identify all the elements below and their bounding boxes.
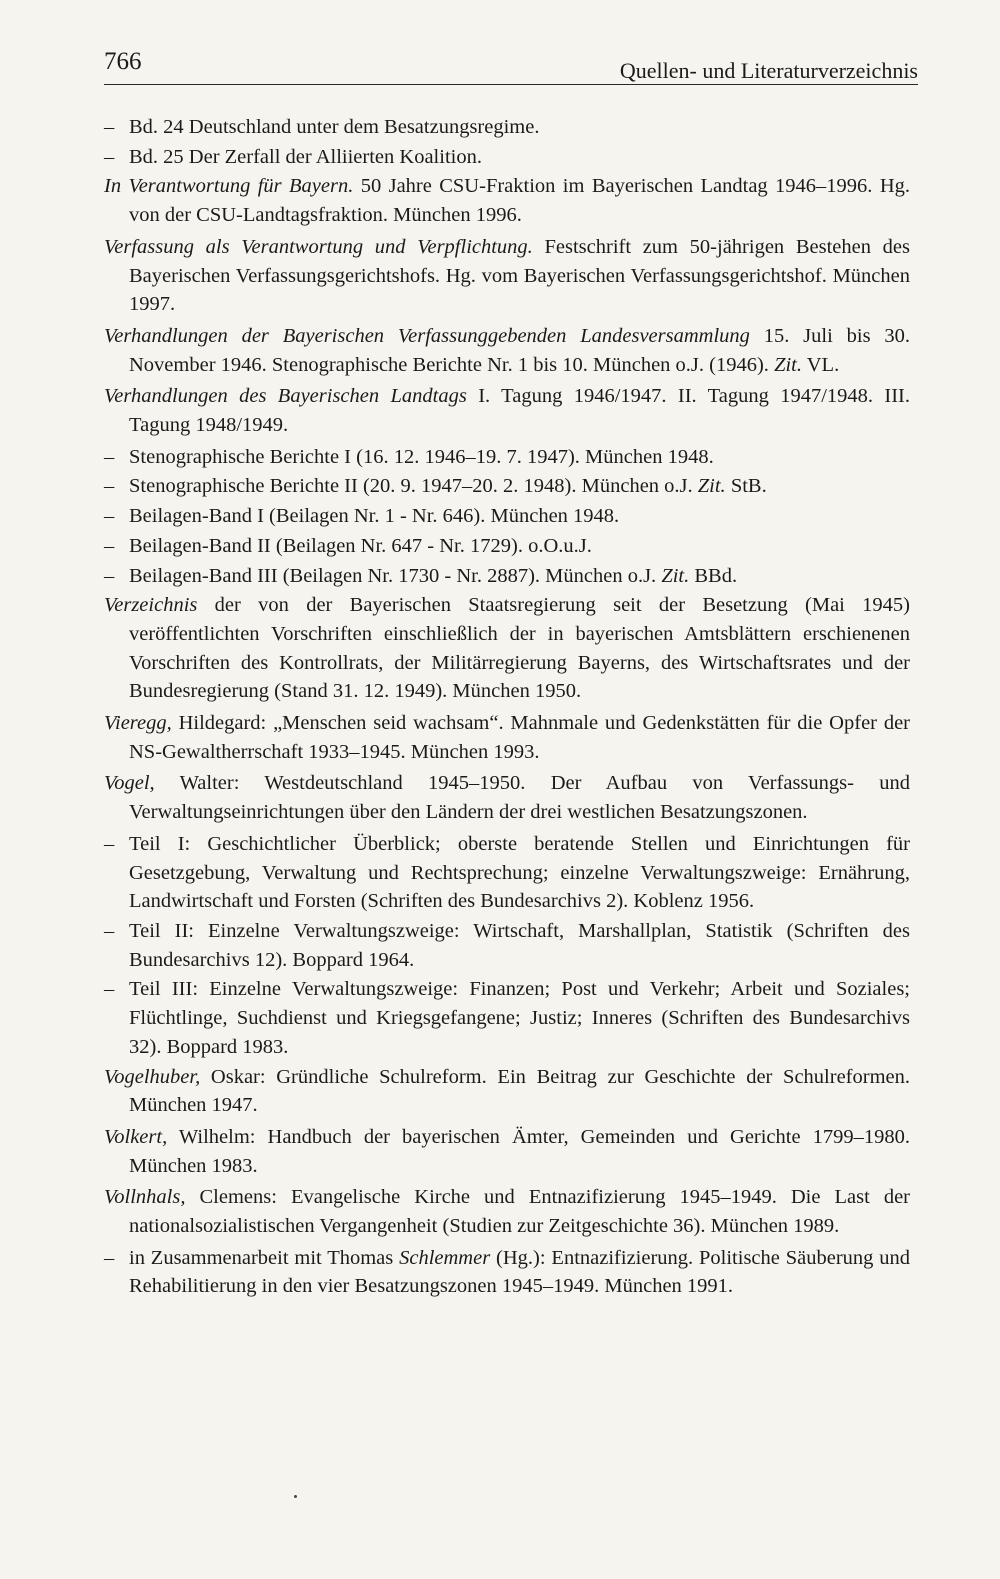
dash-marker: –: [104, 505, 115, 528]
bibliography-entry: Volkert, Wilhelm: Handbuch der bayerischen Ämter, Gemeinden und Gerichte 1799–1980. München 1983.: [104, 1125, 910, 1177]
entry-title: In Verantwortung für Bayern.: [104, 175, 354, 198]
bibliography-subentry: – Stenographische Berichte II (20. 9. 1947–20. 2. 1948). München o.J. Zit. StB.: [104, 472, 910, 501]
entry-title: Verhandlungen des Bayerischen Landtags: [104, 385, 467, 408]
bibliography-subentry: – Beilagen-Band II (Beilagen Nr. 647 - Nr. 1729). o.O.u.J.: [104, 532, 910, 561]
bibliography-subentry: – Stenographische Berichte I (16. 12. 1946–19. 7. 1947). München 1948.: [104, 443, 910, 472]
page-number: 766: [104, 48, 142, 75]
entry-author: Schlemmer: [399, 1246, 491, 1269]
bibliography-list: [104, 113, 910, 1302]
entry-title: Verzeichnis: [104, 594, 198, 617]
bibliography-subentry: – in Zusammenarbeit mit Thomas Schlemmer (Hg.): Entnazifizierung. Politische Säuberung und Rehabilitierung in den vier Besatzungszonen 1945–1949. München 1991.: [104, 1244, 910, 1301]
dash-marker: –: [104, 475, 115, 498]
bibliography-entry: Vollnhals, Clemens: Evangelische Kirche und Entnazifizierung 1945–1949. Die Last der nationalsozialistischen Vergangenheit (Studien zur Zeitgeschichte 36). München 1989.: [104, 1186, 910, 1238]
dash-marker: –: [104, 116, 115, 138]
bibliography-entry: Verzeichnis der von der Bayerischen Staatsregierung seit der Besetzung (Mai 1945) veröffentlichten Vorschriften einschließlich der in bayerischen Amtsblättern erschienenen Vorschriften des Kontrollrats, der Militärregierung Bayerns, des Wirtschaftsrates und der Bundesregierung (Stand 31. 12. 1949). München 1950.: [104, 594, 910, 703]
entry-title: Verhandlungen der Bayerischen Verfassunggebenden Landesversammlung: [104, 324, 750, 347]
dash-marker: –: [104, 1246, 115, 1269]
dash-marker: –: [104, 445, 115, 468]
bibliography-entry: Vogelhuber, Oskar: Gründliche Schulreform. Ein Beitrag zur Geschichte der Schulreformen. München 1947.: [104, 1065, 910, 1117]
bibliography-entry: Verfassung als Verantwortung und Verpflichtung. Festschrift zum 50-jährigen Bestehen des Bayerischen Verfassungsgerichtshofs. Hg. vom Bayerischen Verfassungsgerichtshof. München 1997.: [104, 235, 910, 316]
bibliography-entry: Verhandlungen des Bayerischen Landtags I. Tagung 1946/1947. II. Tagung 1947/1948. III. Tagung 1948/1949.: [104, 385, 910, 437]
bibliography-subentry: – Teil II: Einzelne Verwaltungszweige: Wirtschaft, Marshallplan, Statistik (Schriften des Bundesarchivs 12). Boppard 1964.: [104, 917, 910, 974]
dash-marker: –: [104, 832, 115, 855]
running-title: Quellen- und Literaturverzeichnis: [619, 58, 918, 83]
entry-author: Volkert,: [104, 1125, 168, 1148]
bibliography-entry: Verhandlungen der Bayerischen Verfassunggebenden Landesversammlung 15. Juli bis 30. November 1946. Stenographische Berichte Nr. 1 bis 10. München o.J. (1946). Zit. VL.: [104, 324, 910, 376]
page-speck: [294, 1495, 297, 1498]
bibliography-subentry: – Beilagen-Band I (Beilagen Nr. 1 - Nr. 646). München 1948.: [104, 502, 910, 531]
bibliography-subentry: – Teil III: Einzelne Verwaltungszweige: Finanzen; Post und Verkehr; Arbeit und Soziales; Flüchtlinge, Suchdienst und Kriegsgefangene; Justiz; Inneres (Schriften des Bundesarchivs 32). Boppard 1983.: [104, 975, 910, 1061]
bibliography-subentry: – Beilagen-Band III (Beilagen Nr. 1730 - Nr. 2887). München o.J. Zit. BBd.: [104, 562, 910, 591]
bibliography-subentry: – Bd. 25 Der Zerfall der Alliierten Koalition.: [104, 143, 910, 172]
bibliography-subentry: – Bd. 24 Deutschland unter dem Besatzungsregime.: [104, 113, 910, 142]
bibliography-subentry: – Teil I: Geschichtlicher Überblick; oberste beratende Stellen und Einrichtungen für Gesetzgebung, Verwaltung und Rechtsprechung; einzelne Verwaltungszweige: Ernährung, Landwirtschaft und Forsten (Schriften des Bundesarchivs 2). Koblenz 1956.: [104, 830, 910, 916]
entry-author: Vogel,: [104, 772, 155, 795]
dash-marker: –: [104, 978, 115, 1001]
entry-author: Vieregg,: [104, 712, 172, 735]
dash-marker: –: [104, 564, 115, 587]
dash-marker: –: [104, 534, 115, 557]
entry-title: Verfassung als Verantwortung und Verpflichtung.: [104, 235, 533, 258]
dash-marker: –: [104, 919, 115, 942]
page-header: [104, 44, 918, 85]
bibliography-entry: In Verantwortung für Bayern. 50 Jahre CSU-Fraktion im Bayerischen Landtag 1946–1996. Hg. von der CSU-Landtagsfraktion. München 1996.: [104, 175, 910, 227]
bibliography-entry: Vogel, Walter: Westdeutschland 1945–1950. Der Aufbau von Verfassungs- und Verwaltungseinrichtungen über den Ländern der drei westlichen Besatzungszonen.: [104, 772, 910, 824]
entry-author: Vollnhals,: [104, 1186, 186, 1209]
bibliography-entry: Vieregg, Hildegard: „Menschen seid wachsam“. Mahnmale und Gedenkstätten für die Opfer der NS-Gewaltherrschaft 1933–1945. München 1993.: [104, 712, 910, 763]
entry-author: Vogelhuber,: [104, 1065, 201, 1088]
dash-marker: –: [104, 145, 115, 168]
